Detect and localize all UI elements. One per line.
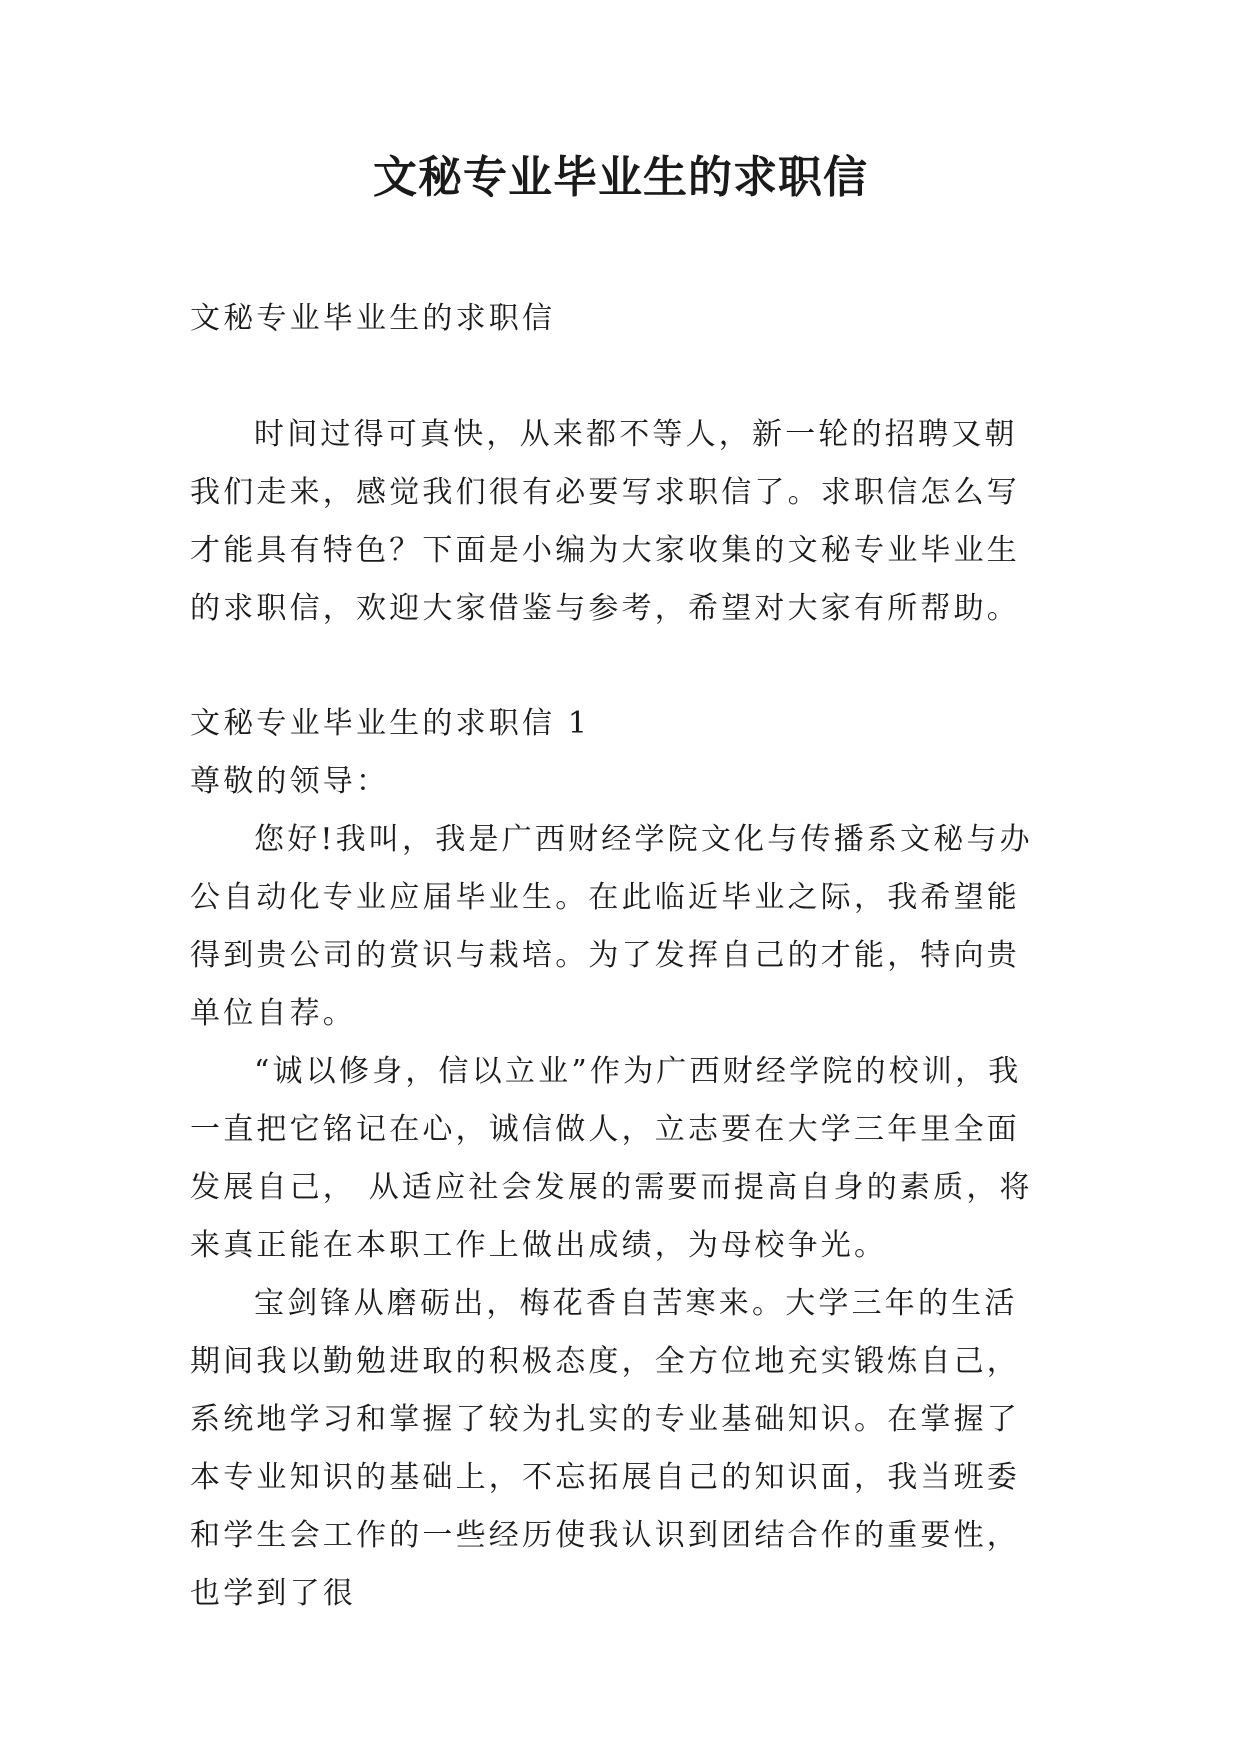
document-title: 文秘专业毕业生的求职信 [373,152,868,203]
letter-paragraph: 宝剑锋从磨砺出，梅花香自苦寒来。大学三年的生活期间我以勤勉进取的积极态度，全方位地充实锻炼自己，系统地学习和掌握了较为扎实的专业基础知识。在掌握了本专业知识的基础上，不忘拓展自己的知识面，我当班委和学生会工作的一些经历使我认识到团结合作的重要性，也学到了很 [190,1286,1020,1611]
intro-paragraph: 时间过得可真快，从来都不等人，新一轮的招聘又朝我们走来，感觉我们很有必要写求职信了。求职信怎么写才能具有特色？下面是小编为大家收集的文秘专业毕业生的求职信，欢迎大家借鉴与参考，希望对大家有所帮助。 [190,417,1020,626]
letter-section [190,695,1050,1623]
letter-salutation: 尊敬的领导： [190,764,390,799]
letter-paragraph: 您好!我叫，我是广西财经学院文化与传播系文秘与办公自动化专业应届毕业生。在此临近毕业之际，我希望能得到贵公司的赏识与栽培。为了发挥自己的才能，特向贵单位自荐。 [190,822,1033,1031]
letter-heading: 文秘专业毕业生的求职信 1 [190,706,591,741]
document-subtitle: 文秘专业毕业生的求职信 [190,301,556,336]
letter-paragraph: “诚以修身，信以立业”作为广西财经学院的校训，我一直把它铭记在心，诚信做人，立志要在大学三年里全面发展自己， 从适应社会发展的需要而提高自身的素质，将来真正能在本职工作上做出成绩，为母校争光。 [190,1054,1033,1263]
